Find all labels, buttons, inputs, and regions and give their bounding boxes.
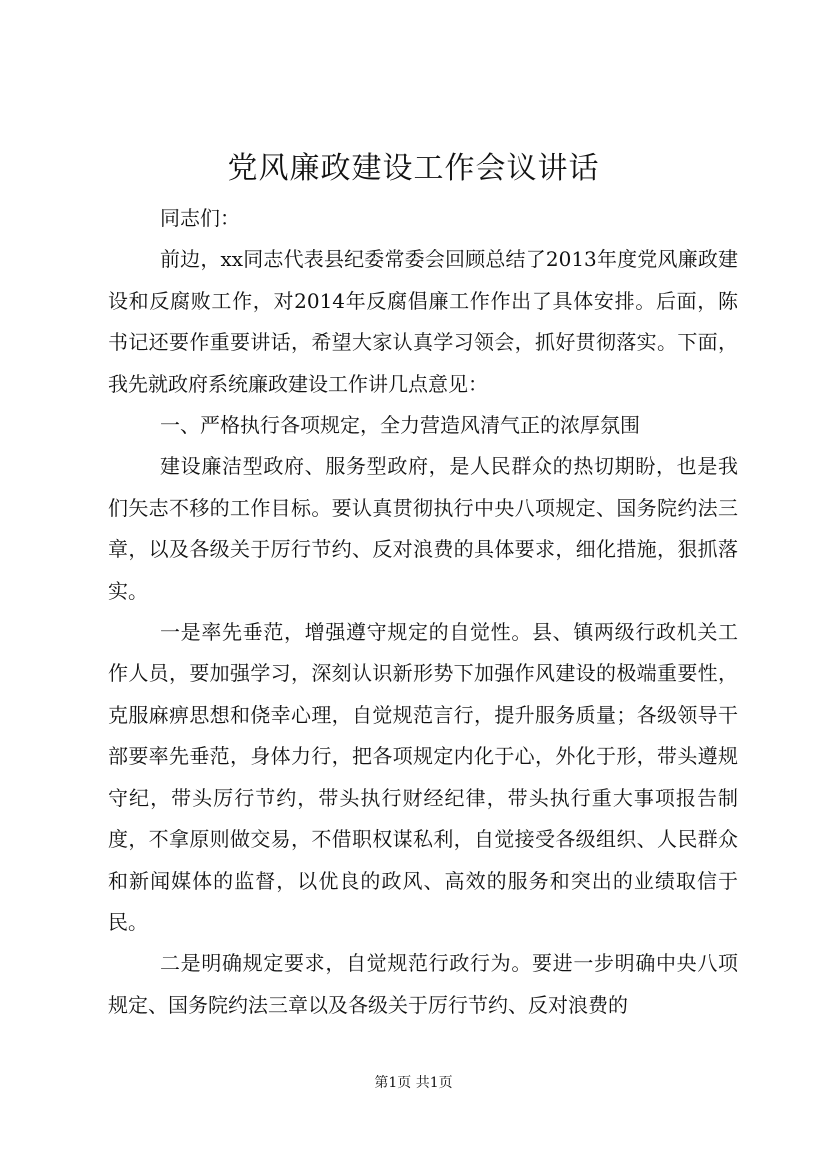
paragraph: 前边，xx同志代表县纪委常委会回顾总结了2013年度党风廉政建设和反腐败工作，对2014年反腐倡廉工作作出了具体安排。后面，陈书记还要作重要讲话，希望大家认真学习领会，抓好贯彻落实。下面，我先就政府系统廉政建设工作讲几点意见： [108, 247, 738, 396]
document-title: 党风廉政建设工作会议讲话 [227, 151, 600, 186]
page-footer: 第1页 共1页 [374, 1075, 453, 1091]
section-heading: 一、严格执行各项规定，全力营造风清气正的浓厚氛围 [160, 413, 640, 438]
paragraph: 建设廉洁型政府、服务型政府，是人民群众的热切期盼，也是我们矢志不移的工作目标。要认真贯彻执行中央八项规定、国务院约法三章，以及各级关于厉行节约、反对浪费的具体要求，细化措施，狠抓落实。 [108, 454, 738, 603]
greeting: 同志们： [160, 206, 240, 230]
paragraph: 二是明确规定要求，自觉规范行政行为。要进一步明确中央八项规定、国务院约法三章以及各级关于厉行节约、反对浪费的 [108, 951, 738, 1017]
paragraph: 一是率先垂范，增强遵守规定的自觉性。县、镇两级行政机关工作人员，要加强学习，深刻认识新形势下加强作风建设的极端重要性，克服麻痹思想和侥幸心理，自觉规范言行，提升服务质量；各级领导干部要率先垂范，身体力行，把各项规定内化于心，外化于形，带头遵规守纪，带头厉行节约，带头执行财经纪律，带头执行重大事项报告制度，不拿原则做交易，不借职权谋私利，自觉接受各级组织、人民群众和新闻媒体的监督，以优良的政风、高效的服务和突出的业绩取信于民。 [108, 620, 738, 934]
document-body [108, 198, 738, 1026]
